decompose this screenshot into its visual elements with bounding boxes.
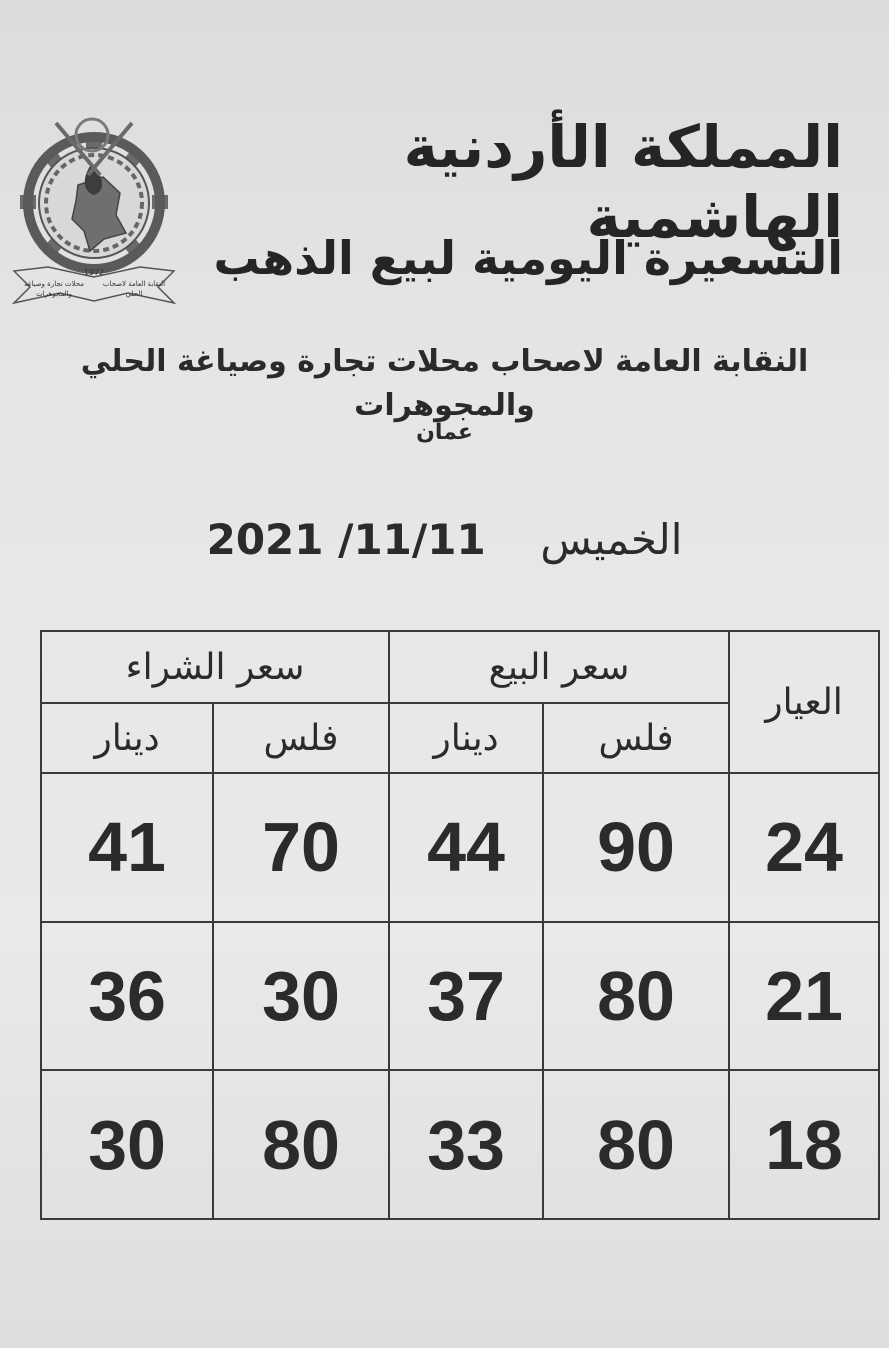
date-line [0,515,889,564]
table-row [41,1070,879,1219]
buy-fils-header: فلس [213,703,389,773]
city-label: عمان [416,420,473,445]
page-subtitle: التسعيرة اليومية لبيع الذهب [213,231,843,285]
logo-year: 1972 [83,268,105,277]
union-name: النقابة العامة لاصحاب محلات تجارة وصياغة الحلي والمجوهرات [80,344,809,423]
sell-fils-cell: 80 [543,1070,729,1219]
date-value: 2021 /11/11 [206,515,486,564]
buy-fils-cell: 30 [213,922,389,1071]
sell-fils-cell: 90 [543,773,729,922]
svg-text:الحلي: الحلي [125,290,143,298]
sell-fils-header: فلس [543,703,729,773]
karat-cell: 24 [729,773,879,922]
sell-dinar-cell: 37 [389,922,543,1071]
sell-dinar-cell: 33 [389,1070,543,1219]
sell-dinar-cell: 44 [389,773,543,922]
svg-text:النقابة العامة لاصحاب: النقابة العامة لاصحاب [102,280,166,288]
gold-price-table [40,630,880,1220]
table-row [41,922,879,1071]
buy-dinar-cell: 41 [41,773,213,922]
buy-dinar-cell: 36 [41,922,213,1071]
svg-text:والمجوهرات: والمجوهرات [36,290,72,298]
table-row [41,773,879,922]
svg-text:محلات تجارة وصياغة: محلات تجارة وصياغة [23,280,85,288]
karat-cell: 18 [729,1070,879,1219]
buy-fils-cell: 70 [213,773,389,922]
page-title: المملكة الأردنية الهاشمية [403,113,843,251]
sell-fils-cell: 80 [543,922,729,1071]
sell-price-header: سعر البيع [389,631,729,703]
day-name: الخميس [540,515,683,564]
buy-dinar-cell: 30 [41,1070,213,1219]
karat-header: العيار [729,631,879,773]
buy-price-header: سعر الشراء [41,631,389,703]
union-emblem-icon [8,115,180,315]
buy-fils-cell: 80 [213,1070,389,1219]
sell-dinar-header: دينار [389,703,543,773]
buy-dinar-header: دينار [41,703,213,773]
karat-cell: 21 [729,922,879,1071]
